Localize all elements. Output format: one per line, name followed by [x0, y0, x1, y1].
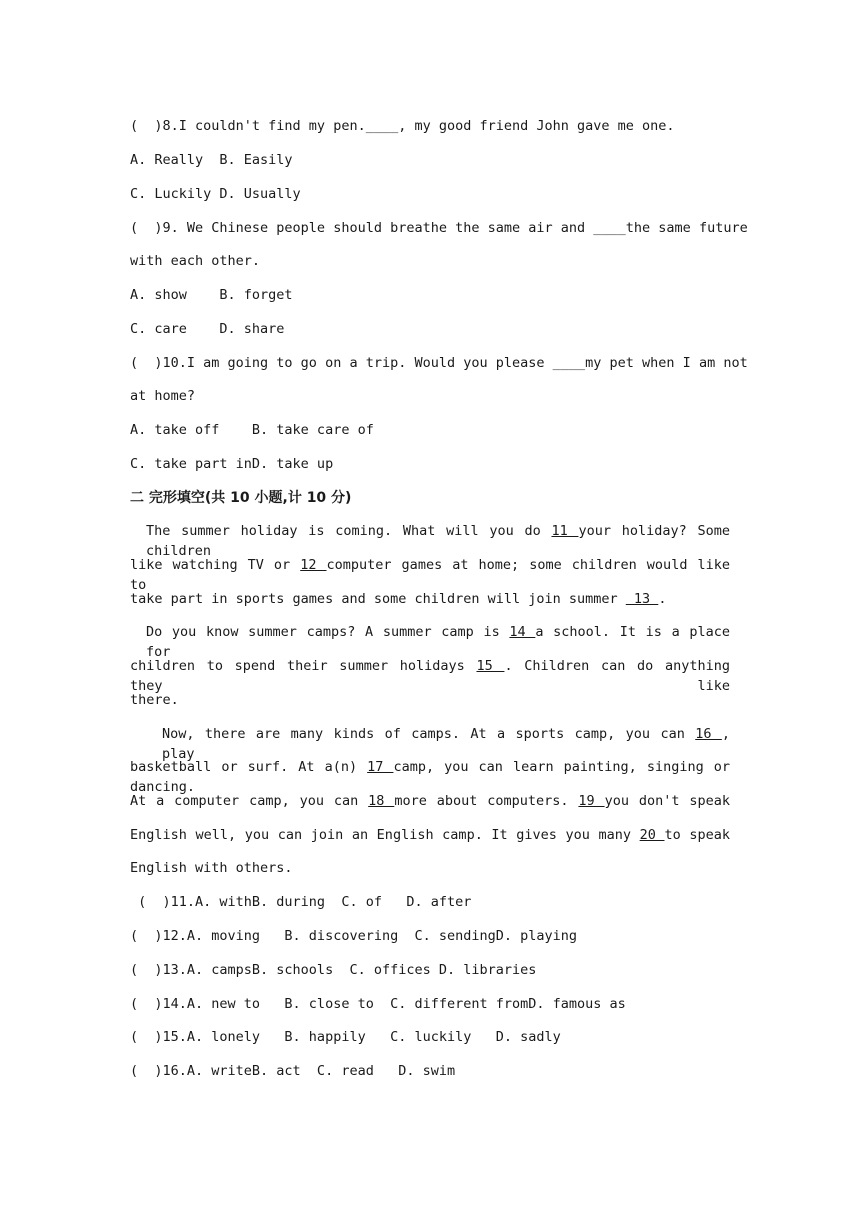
blank-16: 16 [695, 726, 722, 742]
passage-line: Do you know summer camps? A summer camp is 14 a school. It is a place for [146, 624, 731, 660]
question-8: ( )8.I couldn't find my pen.____, my good friend John gave me one. [130, 118, 675, 134]
blank-20: 20 [639, 827, 665, 843]
question-10-options-cd: C. take part inD. take up [130, 456, 334, 472]
question-10: ( )10.I am going to go on a trip. Would you please ____my pet when I am not [130, 355, 748, 371]
options-13: ( )13.A. campsB. schools C. offices D. libraries [130, 962, 537, 978]
passage-line: The summer holiday is coming. What will you do 11 your holiday? Some children [146, 523, 730, 559]
options-15: ( )15.A. lonely B. happily C. luckily D. sadly [130, 1029, 561, 1045]
passage-line: At a computer camp, you can 18 more about computers. 19 you don't speak [130, 793, 731, 809]
question-10-options-ab: A. take off B. take care of [130, 422, 374, 438]
passage-line: basketball or surf. At a(n) 17 camp, you can learn painting, singing or dancing. [130, 759, 731, 795]
blank-17: 17 [367, 759, 394, 775]
passage-line: English well, you can join an English camp. It gives you many 20 to speak [130, 827, 730, 843]
question-9: ( )9. We Chinese people should breathe the same air and ____the same future [130, 220, 748, 236]
question-8-options-cd: C. Luckily D. Usually [130, 186, 301, 202]
passage-line: English with others. [130, 860, 293, 876]
question-8-options-ab: A. Really B. Easily [130, 152, 293, 168]
blank-15: 15 [476, 658, 505, 674]
options-11: ( )11.A. withB. during C. of D. after [130, 894, 472, 910]
passage-line: Now, there are many kinds of camps. At a sports camp, you can 16 , play [162, 726, 730, 762]
blank-19: 19 [578, 793, 605, 809]
question-10-continued: at home? [130, 388, 196, 404]
blank-11: 11 [551, 523, 579, 539]
options-12: ( )12.A. moving B. discovering C. sendingD. playing [130, 928, 578, 944]
blank-18: 18 [368, 793, 395, 809]
options-14: ( )14.A. new to B. close to C. different fromD. famous as [130, 996, 626, 1012]
options-16: ( )16.A. writeB. act C. read D. swim [130, 1063, 456, 1079]
passage-line: take part in sports games and some children will join summer 13 . [130, 591, 667, 607]
passage-line: like watching TV or 12 computer games at home; some children would like to [130, 557, 730, 593]
question-9-options-ab: A. show B. forget [130, 287, 293, 303]
passage-line: there. [130, 692, 179, 708]
question-9-options-cd: C. care D. share [130, 321, 285, 337]
section-heading: 二 完形填空(共 10 小题,计 10 分) [130, 490, 352, 506]
passage-line: children to spend their summer holidays 15 . Children can do anything they like [130, 658, 731, 694]
question-9-continued: with each other. [130, 253, 261, 269]
blank-12: 12 [300, 557, 327, 573]
blank-13: 13 [625, 591, 659, 607]
blank-14: 14 [509, 624, 536, 640]
